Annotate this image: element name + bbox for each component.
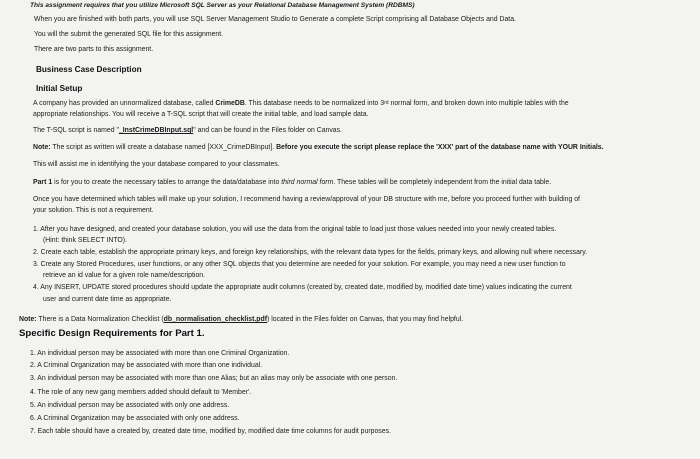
review-paragraph-line-2: your solution. This is not a requirement. xyxy=(33,207,154,214)
requirement-4: 4. The role of any new gang members added should default to 'Member'. xyxy=(30,389,252,396)
note-checklist: Note: There is a Data Normalization Checklist (db_normalisation_checklist.pdf) located in the Files folder on Canvas, that you may find helpful. xyxy=(19,316,464,323)
requirement-7: 7. Each table should have a created by, created date time, modified by, modified date time columns for audit purposes. xyxy=(30,428,391,435)
requirement-3: 3. An individual person may be associated with more than one Alias; but an alias may only be associate with one person. xyxy=(30,375,398,382)
header-text: This assignment requires that you utilize Microsoft SQL Server as your Relational Database Management System (RDBMS) xyxy=(30,2,415,9)
intro-line-2: You will the submit the generated SQL file for this assignment. xyxy=(34,31,224,38)
initial-setup-title: Initial Setup xyxy=(36,84,83,93)
intro-line-3: There are two parts to this assignment. xyxy=(34,46,154,53)
intro-line-1: When you are finished with both parts, you will use SQL Server Management Studio to Generate a complete Script comprising all Database Objects and Data. xyxy=(34,16,516,23)
setup-paragraph-2: The T-SQL script is named "_InstCrimeDBInput.sql" and can be found in the Files folder on Canvas. xyxy=(33,127,342,134)
step-3: 3. Create any Stored Procedures, user functions, or any other SQL objects that you determine are needed for your solution. For example, you may need a new user function to xyxy=(33,261,566,268)
requirement-1: 1. An individual person may be associated with more than one Criminal Organization. xyxy=(30,350,290,357)
step-2: 2. Create each table, establish the appropriate primary keys, and foreign key relationships, with the relevant data types for the fields, primary keys, and allowing null where necessary. xyxy=(33,249,588,256)
part1-paragraph: Part 1 is for you to create the necessary tables to arrange the data/database into third normal form. These tables will be completely independent from the initial data table. xyxy=(33,179,552,186)
requirement-5: 5. An individual person may be associated with only one address. xyxy=(30,402,230,409)
requirement-2: 2. A Criminal Organization may be associated with more than one individual. xyxy=(30,362,263,369)
setup-paragraph-1-line-2: appropriate relationships. You will receive a T-SQL script that will create the initial table, and load sample data. xyxy=(33,111,369,118)
step-1-hint: (Hint: think SELECT INTO). xyxy=(43,237,127,244)
requirement-6: 6. A Criminal Organization may be associated with only one address. xyxy=(30,415,240,422)
step-4: 4. Any INSERT, UPDATE stored procedures should update the appropriate audit columns (created by, created date, modified by, modified date time) values indicating the current xyxy=(33,284,572,291)
step-3-continued: retrieve an id value for a given role name/description. xyxy=(43,272,206,279)
specific-requirements-title: Specific Design Requirements for Part 1. xyxy=(19,328,205,339)
note-initials: Note: The script as written will create a database named [XXX_CrimeDBInput]. Before you execute the script please replace the 'XXX' part of the database name with YOUR Initials. xyxy=(33,144,604,151)
assist-line: This will assist me in identifying the your database compared to your classmates. xyxy=(33,161,280,168)
step-1: 1. After you have designed, and created your database solution, you will use the data from the original table to load just those values needed into your newly created tables. xyxy=(33,226,557,233)
checklist-filename: db_normalisation_checklist.pdf xyxy=(163,316,268,323)
input-script-filename: _InstCrimeDBInput.sql xyxy=(118,127,194,134)
business-case-title: Business Case Description xyxy=(36,65,142,74)
review-paragraph-line-1: Once you have determined which tables will make up your solution, I recommend having a review/approval of your DB structure with me, before you proceed further with building of xyxy=(33,196,580,203)
step-4-continued: user and current date time as appropriate. xyxy=(43,296,172,303)
setup-paragraph-1: A company has provided an unnormalized database, called CrimeDB. This database needs to be normalized into 3rd normal form, and broken down into multiple tables with the xyxy=(33,100,569,107)
